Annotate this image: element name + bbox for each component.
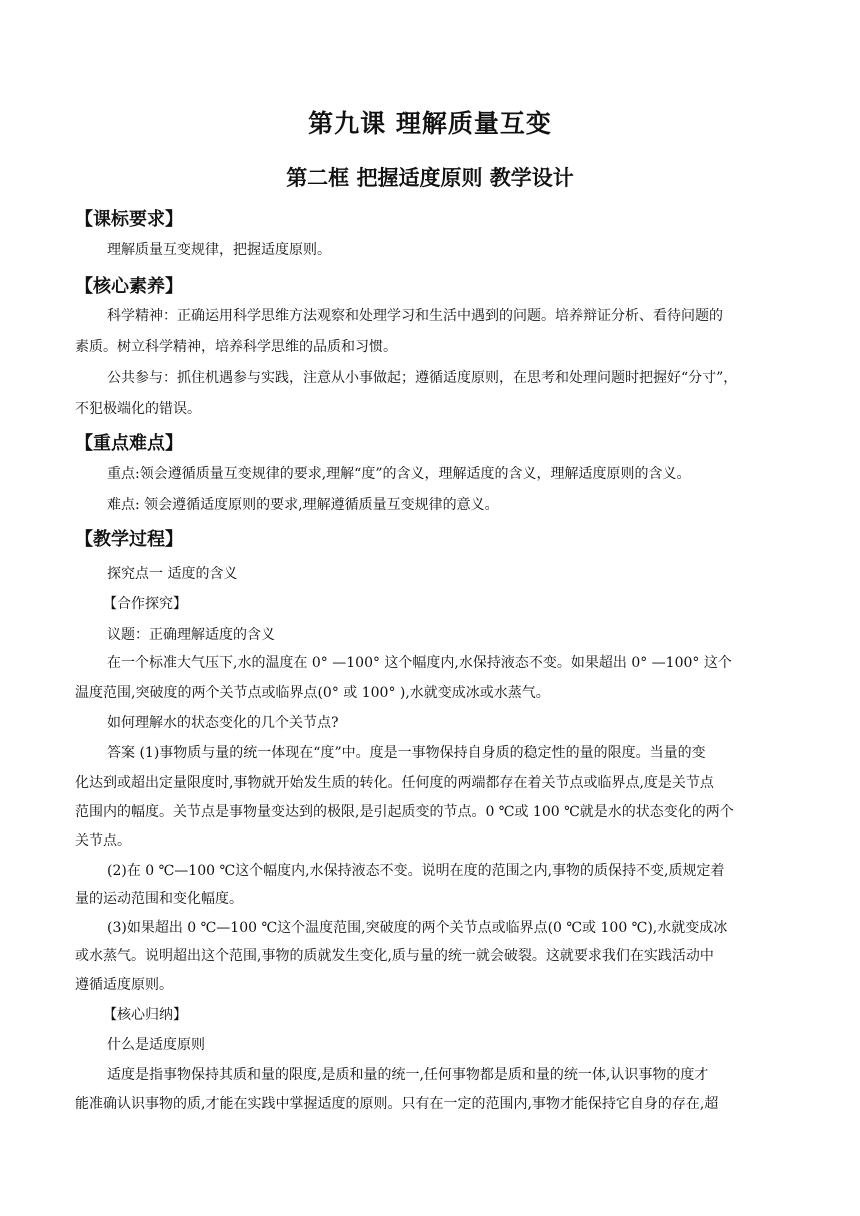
section-heading-key-points: 【重点难点】 [75, 433, 183, 454]
section-heading-teaching-process: 【教学过程】 [75, 529, 183, 550]
paragraph-line: 如何理解水的状态变化的几个关节点? [107, 715, 339, 731]
paragraph-line: 公共参与：抓住机遇参与实践，注意从小事做起；遵循适度原则，在思考和处理问题时把握好“分寸”， [107, 370, 738, 386]
section-heading-curriculum: 【课标要求】 [75, 209, 183, 230]
section-heading-core-literacy: 【核心素养】 [75, 276, 183, 297]
lesson-subtitle: 第二框 把握适度原则 教学设计 [286, 165, 574, 190]
paragraph-line: 遵循适度原则。 [75, 977, 173, 993]
paragraph-line: 能准确认识事物的质,才能在实践中掌握适度的原则。只有在一定的范围内,事物才能保持它自身的存在,超 [75, 1096, 719, 1112]
paragraph-line: 难点: 领会遵循适度原则的要求,理解遵循质量互变规律的意义。 [107, 497, 499, 513]
paragraph-line: 关节点。 [75, 833, 131, 849]
paragraph-line: 【核心归纳】 [103, 1007, 187, 1023]
paragraph-line: (3)如果超出 0 ℃—100 ℃这个温度范围,突破度的两个关节点或临界点(0 ℃或 100 ℃),水就变成冰 [107, 920, 728, 936]
paragraph-line: 议题：正确理解适度的含义 [107, 627, 275, 643]
paragraph-line: 【合作探究】 [103, 596, 187, 612]
paragraph-line: 量的运动范围和变化幅度。 [75, 891, 243, 907]
lesson-title: 第九课 理解质量互变 [308, 109, 552, 138]
paragraph-line: 不犯极端化的错误。 [75, 401, 201, 417]
paragraph-line: 在一个标准大气压下,水的温度在 0° —100° 这个幅度内,水保持液态不变。如果超出 0° —100° 这个 [107, 655, 732, 671]
paragraph-line: 探究点一 适度的含义 [107, 566, 238, 582]
paragraph-line: 答案 (1)事物质与量的统一体现在“度”中。度是一事物保持自身质的稳定性的量的限度。当量的变 [107, 745, 706, 761]
paragraph-line: 科学精神：正确运用科学思维方法观察和处理学习和生活中遇到的问题。培养辩证分析、看待问题的 [107, 308, 723, 324]
paragraph-line: 适度是指事物保持其质和量的限度,是质和量的统一,任何事物都是质和量的统一体,认识事物的度才 [107, 1067, 709, 1083]
paragraph-line: 理解质量互变规律，把握适度原则。 [107, 242, 331, 258]
paragraph-line: 温度范围,突破度的两个关节点或临界点(0° 或 100° ),水就变成冰或水蒸气。 [75, 685, 550, 701]
paragraph-line: 素质。树立科学精神，培养科学思维的品质和习惯。 [75, 339, 397, 355]
paragraph-line: 什么是适度原则 [107, 1037, 205, 1053]
paragraph-line: 范围内的幅度。关节点是事物量变达到的极限,是引起质变的节点。0 ℃或 100 ℃就是水的状态变化的两个 [75, 804, 734, 820]
paragraph-line: 化达到或超出定量限度时,事物就开始发生质的转化。任何度的两端都存在着关节点或临界点,度是关节点 [75, 775, 714, 791]
paragraph-line: 或水蒸气。说明超出这个范围,事物的质就发生变化,质与量的统一就会破裂。这就要求我们在实践活动中 [75, 948, 714, 964]
paragraph-line: 重点:领会遵循质量互变规律的要求,理解“度”的含义，理解适度的含义，理解适度原则的含义。 [107, 466, 691, 482]
paragraph-line: (2)在 0 ℃—100 ℃这个幅度内,水保持液态不变。说明在度的范围之内,事物的质保持不变,质规定着 [107, 863, 725, 879]
